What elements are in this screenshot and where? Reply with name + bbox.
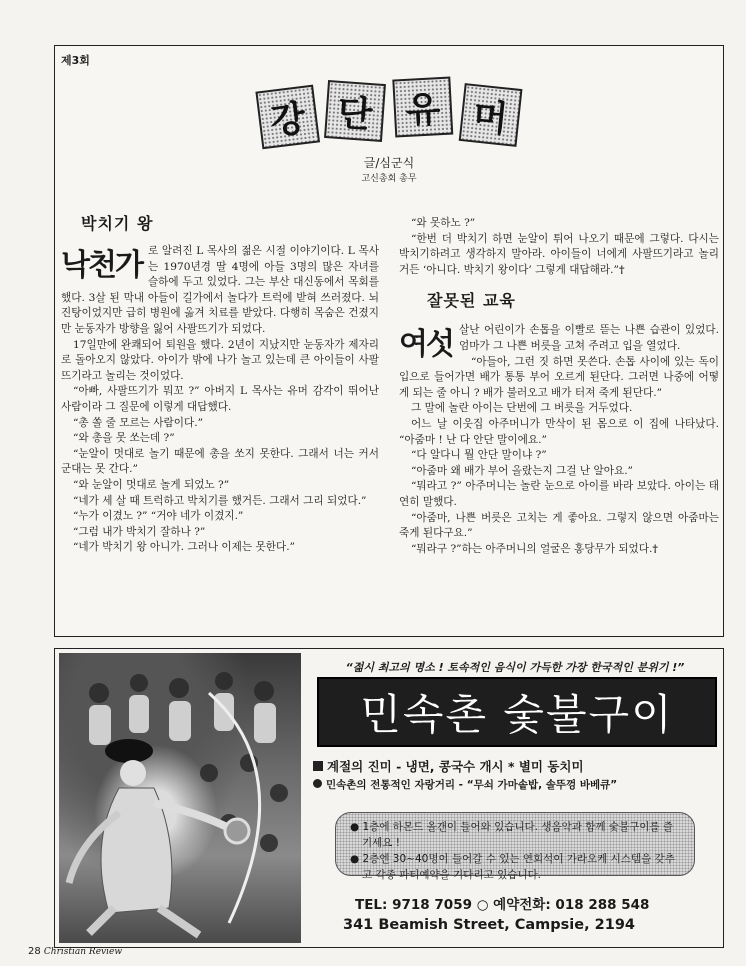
publication-name: Christian Review: [43, 947, 123, 957]
notice-box: [335, 812, 695, 881]
section1-para: “네가 세 살 때 트럭하고 박치기를 했거든. 그래서 그리 되었다.”: [73, 494, 367, 507]
ad-slogan: “젊시 최고의 명소 ! 토속적인 음식이 가득한 가장 한국적인 분위기 !”: [345, 661, 685, 674]
tel-number: TEL: 9718 7059: [355, 897, 472, 913]
reservation-number: 예약전화: 018 288 548: [493, 897, 650, 913]
section1-end-mark: †: [618, 263, 625, 276]
section1-para: “와 총을 못 쏘는데 ?”: [73, 432, 175, 445]
section1-dropcap: 낙천가: [61, 248, 142, 283]
phone-line: [355, 893, 649, 913]
section2-dropcap: 여섯: [399, 327, 453, 363]
section2-heading: 잘못된 교육: [427, 291, 516, 311]
section2-para: 여섯 살난 어린이가 손톱을 이빨로 뜯는 나쁜 습관이 있었다. 엄마가 그 나쁜 버릇을 고쳐 주려고 입을 열었다.: [399, 323, 719, 354]
notice-item: ● 1층에 하몬드 올갠이 들어와 있습니다. 생음악과 함께 숯불구이를 즐기세요 !: [350, 821, 674, 849]
title-tile: 유: [392, 77, 453, 138]
circle-bullet-icon: ●: [350, 853, 363, 865]
title-tile: 강: [255, 85, 320, 150]
section1-para: 낙천가 로 알려진 L 목사의 젊은 시절 이야기이다. L 목사는 1970년경 딸 4명에 아들 3명의 많은 자녀를 슬하에 두고 있었다. 그는 부산 대신동에서 목회를 했다. 3살 된 막내 아들이 길가에서 놀다가 트럭에 받혀 쓰러졌다. 뇌진탕이었지만 급히 병원에 옮겨 치료를 받았다. 다행히 목숨은 건졌지만 눈동자가 방향을 잃어 사팔뜨기가 되었다.: [61, 245, 379, 335]
article-box: [54, 45, 724, 637]
section1-para: “그럼 내가 박치기 잘하나 ?”: [73, 525, 206, 538]
byline: 글/심군식: [363, 156, 415, 170]
section1-para: 17일만에 완쾌되어 퇴원을 했다. 2년이 지났지만 눈동자가 제자리로 돌아오지 않았다. 아이가 밖에 나가 놀고 있는데 큰 아이들이 사팔뜨기라고 놀리는 것이었다.: [61, 338, 379, 382]
section1-para: “총 쏠 줄 모르는 사람이다.”: [73, 416, 204, 429]
section1-para: “한번 더 박치기 하면 눈알이 튀어 나오기 때문에 그렇다. 다시는 박치기하려고 생각하지 말아라. 아이들이 너에게 사팔뜨기라고 놀리거든 ‘아니다. 박치기 왕이다’ 그렇게 대답해라.”†: [399, 232, 719, 276]
restaurant-banner: 민속촌 숯불구이: [317, 677, 717, 747]
section2-para: “아줌마, 나쁜 버릇은 고치는 게 좋아요. 그렇지 않으면 아줌마는 죽게 된다구요.”: [399, 511, 719, 540]
page-number: 28: [28, 946, 41, 957]
section2-para: 어느 날 이웃집 아주머니가 만삭이 된 몸으로 이 집에 나타났다. “아줌마 ! 난 다 안단 말이에요.”: [399, 417, 719, 446]
section1-para: “네가 박치기 왕 아니가. 그러나 이제는 못한다.”: [73, 541, 295, 554]
title-tile: 단: [324, 80, 386, 142]
circle-bullet-icon: ●: [350, 821, 363, 833]
title-tile: 머: [459, 83, 523, 147]
page-footer: [28, 946, 122, 957]
dancer-photo: [59, 653, 301, 943]
section1-para: “와 눈알이 멋대로 놀게 되었노 ?”: [73, 478, 230, 491]
section2-para: “뭐라구 ?”하는 아주머니의 얼굴은 홍당무가 되었다.†: [411, 542, 658, 555]
menu-specialty: 민속촌의 전통적인 자랑거리 - “무쇠 가마솥밥, 솔뚜껑 바베큐”: [313, 777, 617, 792]
advertisement: [54, 648, 724, 948]
section1-para: “누가 이겼노 ?” “거야 네가 이겼지.”: [73, 510, 244, 523]
section2-para: 그 말에 놀란 아이는 단번에 그 버릇을 거두었다.: [411, 402, 633, 415]
issue-label: 제3회: [61, 54, 90, 67]
section2-end-mark: †: [652, 542, 658, 555]
dancer-illustration: [59, 653, 301, 943]
square-bullet-icon: [313, 761, 323, 771]
section1-para: “아빠, 사팔뜨기가 뭐꼬 ?” 아버지 L 목사는 유머 감각이 뛰어난 사람이라 그 질문에 이렇게 대답했다.: [61, 385, 379, 413]
notice-item: ● 2층엔 30~40명이 들어갈 수 있는 연회석이 가라오케 시스템을 갖추고 각종 파티예약을 기다리고 있습니다.: [350, 853, 675, 881]
section2-para: “다 알다니 뭘 안단 말이냐 ?”: [411, 449, 547, 462]
right-column: [399, 216, 719, 557]
circle-bullet-icon: [313, 779, 322, 788]
section1-heading: 박치기 왕: [81, 214, 154, 233]
section1-para: “와 못하노 ?”: [411, 217, 476, 229]
section2-para: “아들아, 그런 짓 하면 못쓴다. 손톱 사이에 있는 독이 입으로 들어가면 배가 통통 부어 오르게 된단다. 그러면 나중에 어떻게 되는 줄 아니 ? 배가 불러오고 배가 터져 죽게 된단다.”: [399, 355, 719, 399]
section2-para: “뭐라고 ?” 아주머니는 놀란 눈으로 아이를 바라 보았다. 아이는 태연히 말했다.: [399, 480, 719, 508]
open-circle-icon: ○: [476, 897, 489, 913]
title-tiles: [55, 66, 723, 156]
section2-para: “아줌마 왜 배가 부어 올랐는지 그걸 난 알아요.”: [411, 464, 633, 477]
section1-para: “눈알이 멋대로 놀기 때문에 총을 쏘지 못한다. 그래서 너는 커서 군대는 못 간다.”: [61, 447, 379, 476]
left-column: [61, 211, 379, 556]
address: 341 Beamish Street, Campsie, 2194: [343, 917, 636, 933]
author-affiliation: 고신총회 총무: [361, 174, 417, 184]
menu-seasonal: 계절의 진미 - 냉면, 콩국수 개시 * 별미 동치미: [313, 757, 584, 775]
